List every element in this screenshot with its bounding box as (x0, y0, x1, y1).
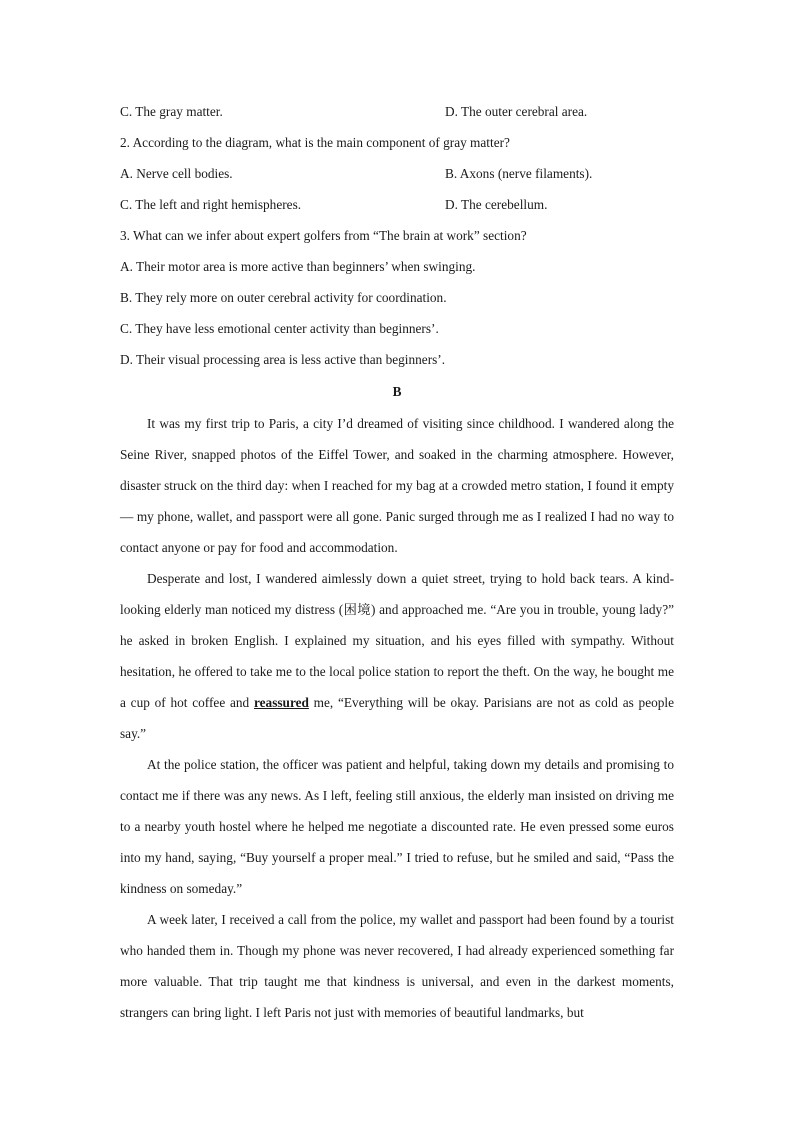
q1-option-d: D. The outer cerebral area. (445, 104, 588, 119)
paragraph-3: At the police station, the officer was patient and helpful, taking down my details and promising to contact me if there was any news. As I left, feeling still anxious, the elderly man insisted on driving me to a nearby youth hostel where he helped me negotiate a discounted rate. He even pressed some euros into my hand, saying, “Buy yourself a proper meal.” I tried to refuse, but he smiled and said, “Pass the kindness on someday.” (120, 757, 674, 896)
passage-b (120, 408, 674, 1028)
q3-stem: 3. What can we infer about expert golfers from “The brain at work” section? (120, 228, 527, 243)
q2-option-b: B. Axons (nerve filaments). (445, 166, 593, 181)
section-b-heading: B (392, 384, 402, 399)
q3-option-b: B. They rely more on outer cerebral activity for coordination. (120, 290, 447, 305)
paragraph-1: It was my first trip to Paris, a city I’d dreamed of visiting since childhood. I wandered along the Seine River, snapped photos of the Eiffel Tower, and soaked in the charming atmosphere. However, disaster struck on the third day: when I reached for my bag at a crowded metro station, I found it empty — my phone, wallet, and passport were all gone. Panic surged through me as I realized I had no way to contact anyone or pay for food and accommodation. (120, 416, 674, 555)
q2-option-d: D. The cerebellum. (445, 197, 548, 212)
q3-option-d: D. Their visual processing area is less active than beginners’. (120, 352, 446, 367)
paragraph-2-text-b: me, “Everything will be okay. Parisians are not as cold as people say.” (120, 695, 674, 741)
paragraph-4: A week later, I received a call from the police, my wallet and passport had been found by a tourist who handed them in. Though my phone was never recovered, I had already experienced something far more valuable. That trip taught me that kindness is universal, and even in the darkest moments, strangers can bring light. I left Paris not just with memories of beautiful landmarks, but (120, 912, 674, 1020)
q1-option-c: C. The gray matter. (120, 104, 223, 119)
q2-stem: 2. According to the diagram, what is the main component of gray matter? (120, 135, 510, 150)
paragraph-2 (120, 563, 674, 749)
paragraph-2-text-a: Desperate and lost, I wandered aimlessly down a quiet street, trying to hold back tears. A kind-looking elderly man noticed my distress (困境) and approached me. “Are you in trouble, young lady?” he asked in broken English. I explained my situation, and his eyes filled with sympathy. Without hesitation, he offered to take me to the local police station to report the theft. On the way, he bought me a cup of hot coffee and (120, 571, 674, 710)
q3-option-a: A. Their motor area is more active than beginners’ when swinging. (120, 259, 476, 274)
q2-option-a: A. Nerve cell bodies. (120, 166, 233, 181)
reassured-word: reassured (253, 695, 309, 710)
q3-option-c: C. They have less emotional center activity than beginners’. (120, 321, 439, 336)
q2-option-c: C. The left and right hemispheres. (120, 197, 302, 212)
